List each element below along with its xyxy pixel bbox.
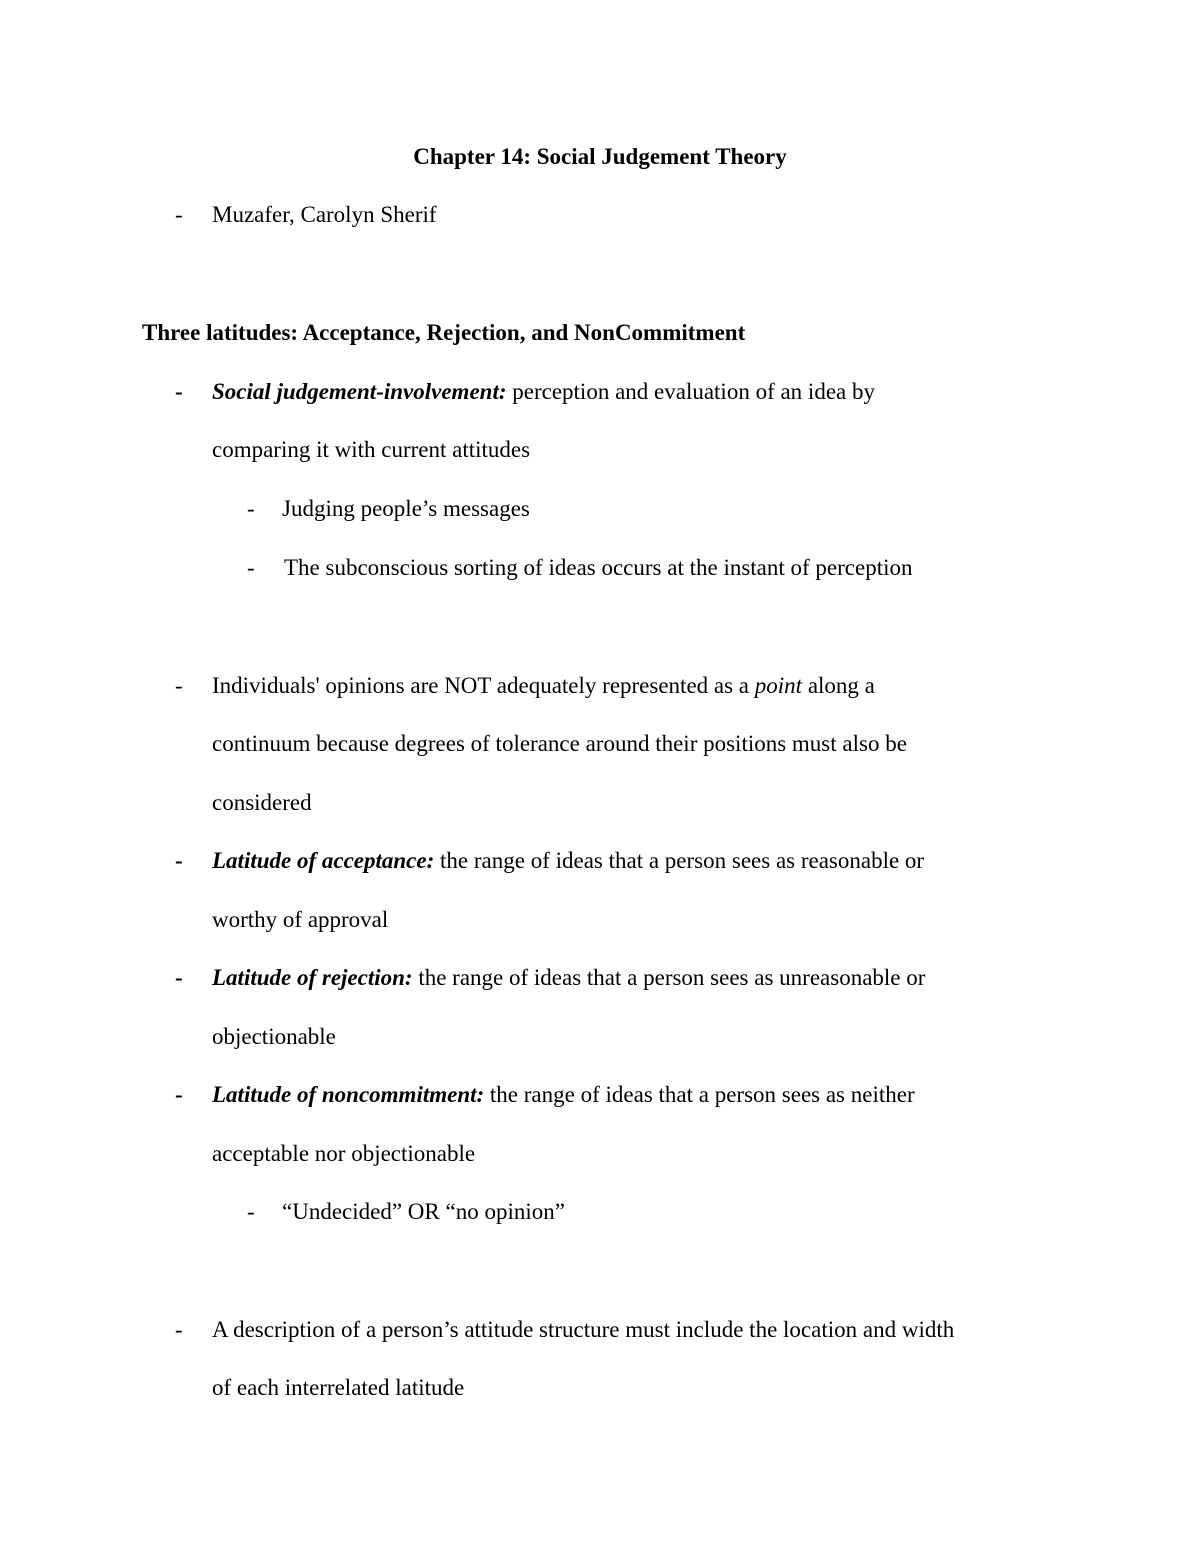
bullet-dash: - bbox=[175, 202, 183, 227]
involvement-sub-1: Judging people’s messages bbox=[282, 496, 530, 521]
opinions-line-3: considered bbox=[212, 790, 312, 815]
noncommitment-text: the range of ideas that a person sees as neither bbox=[484, 1082, 915, 1107]
rejection-term: Latitude of rejection: bbox=[212, 965, 413, 990]
acceptance-line-1 bbox=[212, 846, 924, 876]
authors-line: Muzafer, Carolyn Sherif bbox=[212, 202, 437, 227]
bullet-dash: - bbox=[175, 848, 183, 873]
noncommitment-sub-1: “Undecided” OR “no opinion” bbox=[282, 1199, 565, 1224]
acceptance-term: Latitude of acceptance: bbox=[212, 848, 435, 873]
involvement-text: perception and evaluation of an idea by bbox=[506, 379, 875, 404]
sub-bullet-dash: - bbox=[247, 496, 255, 521]
noncommitment-line-2: acceptable nor objectionable bbox=[212, 1141, 476, 1166]
rejection-line-1 bbox=[212, 963, 925, 993]
involvement-line-1 bbox=[212, 377, 875, 407]
noncommitment-line-1 bbox=[212, 1080, 915, 1110]
opinions-text-a: Individuals' opinions are NOT adequately represented as a bbox=[212, 673, 755, 698]
noncommitment-term: Latitude of noncommitment: bbox=[212, 1082, 485, 1107]
description-line-1: A description of a person’s attitude structure must include the location and width bbox=[212, 1317, 955, 1342]
opinions-text-b: along a bbox=[802, 673, 875, 698]
involvement-line-2: comparing it with current attitudes bbox=[212, 437, 531, 462]
bullet-dash: - bbox=[175, 1082, 183, 1107]
involvement-term: Social judgement-involvement: bbox=[212, 379, 507, 404]
sub-bullet-dash: - bbox=[247, 555, 255, 580]
rejection-text: the range of ideas that a person sees as unreasonable or bbox=[412, 965, 926, 990]
acceptance-text: the range of ideas that a person sees as reasonable or bbox=[434, 848, 925, 873]
involvement-sub-2: The subconscious sorting of ideas occurs at the instant of perception bbox=[284, 555, 913, 580]
opinions-line-1 bbox=[212, 671, 875, 701]
bullet-dash: - bbox=[175, 673, 183, 698]
bullet-dash: - bbox=[175, 1317, 183, 1342]
acceptance-line-2: worthy of approval bbox=[212, 907, 389, 932]
bullet-dash: - bbox=[175, 965, 183, 990]
opinions-point: point bbox=[754, 673, 803, 698]
bullet-dash: - bbox=[175, 379, 183, 404]
opinions-line-2: continuum because degrees of tolerance around their positions must also be bbox=[212, 731, 907, 756]
sub-bullet-dash: - bbox=[247, 1199, 255, 1224]
page-title: Chapter 14: Social Judgement Theory bbox=[413, 144, 787, 169]
description-line-2: of each interrelated latitude bbox=[212, 1375, 465, 1400]
section-heading: Three latitudes: Acceptance, Rejection, and NonCommitment bbox=[142, 320, 746, 345]
rejection-line-2: objectionable bbox=[212, 1024, 336, 1049]
